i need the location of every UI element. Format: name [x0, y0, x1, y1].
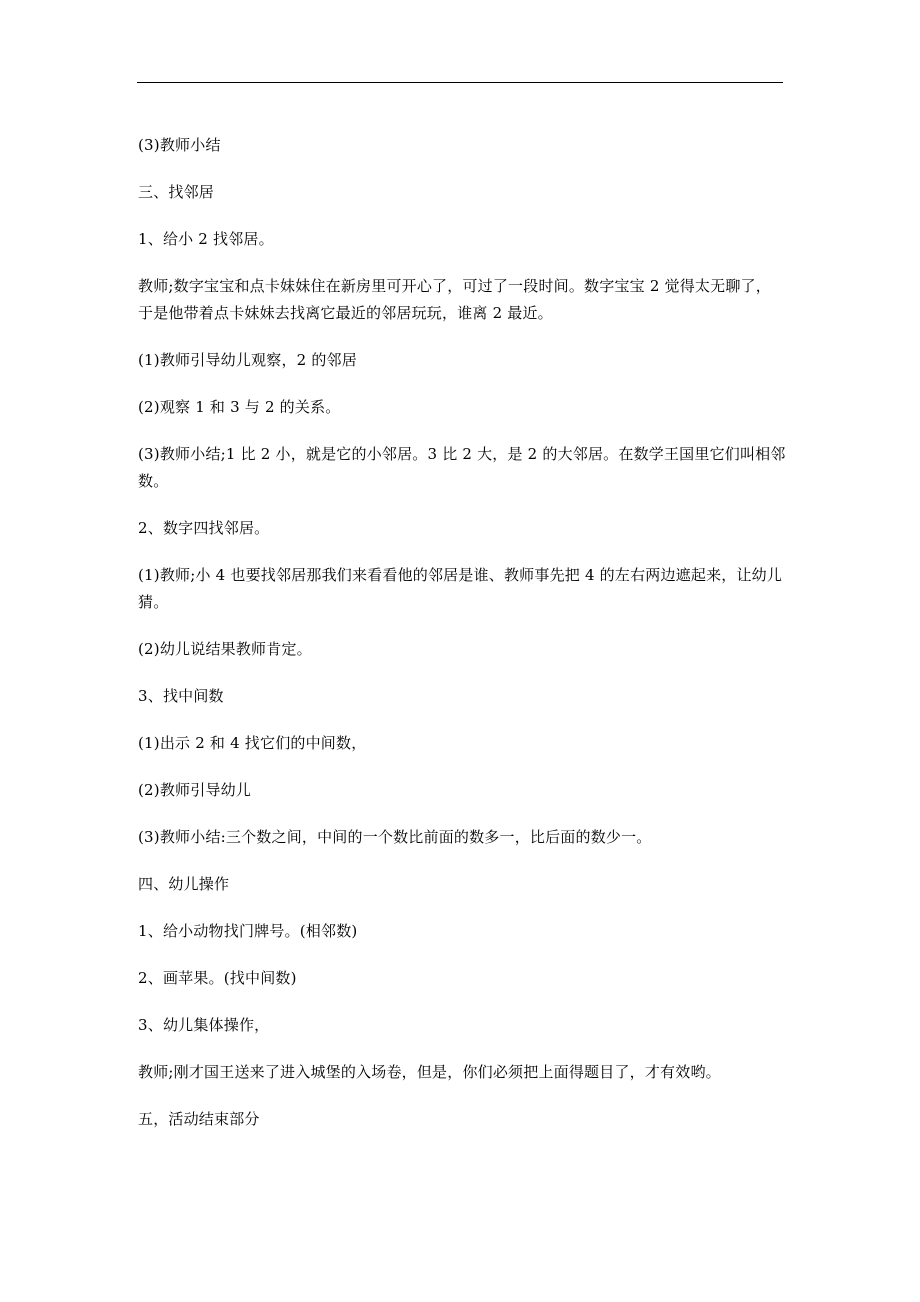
paragraph: 教师;刚才国王送来了进入城堡的入场卷，但是，你们必须把上面得题目了，才有效哟。: [138, 1063, 721, 1081]
paragraph: (1)教师引导幼儿观察，2 的邻居: [138, 351, 357, 369]
paragraph: 1、给小 2 找邻居。: [138, 230, 274, 248]
paragraph: 3、幼儿集体操作，: [138, 1016, 270, 1034]
header-rule: [137, 82, 783, 83]
section-heading: 五，活动结束部分: [138, 1110, 260, 1128]
paragraph: 2、数字四找邻居。: [138, 519, 270, 537]
section-heading: 三、找邻居: [138, 183, 215, 201]
paragraph: (1)教师;小 4 也要找邻居那我们来看看他的邻居是谁、教师事先把 4 的左右两边遮起来，让幼儿猜。: [138, 566, 783, 611]
paragraph: (3)教师小结: [138, 136, 221, 154]
paragraph: (3)教师小结:三个数之间，中间的一个数比前面的数多一，比后面的数少一。: [138, 828, 652, 846]
paragraph: (2)教师引导幼儿: [138, 781, 252, 799]
paragraph: 教师;数字宝宝和点卡妹妹住在新房里可开心了，可过了一段时间。数字宝宝 2 觉得太无聊了，于是他带着点卡妹妹去找离它最近的邻居玩玩，谁离 2 最近。: [138, 277, 771, 322]
section-heading: 四、幼儿操作: [138, 875, 230, 893]
paragraph: 3、找中间数: [138, 687, 224, 705]
paragraph: 1、给小动物找门牌号。(相邻数): [138, 922, 358, 940]
paragraph: (1)出示 2 和 4 找它们的中间数，: [138, 734, 367, 752]
document-body: [138, 132, 786, 1153]
paragraph: (2)观察 1 和 3 与 2 的关系。: [138, 398, 341, 416]
paragraph: 2、画苹果。(找中间数): [138, 969, 297, 987]
paragraph: (2)幼儿说结果教师肯定。: [138, 640, 312, 658]
paragraph: (3)教师小结;1 比 2 小，就是它的小邻居。3 比 2 大，是 2 的大邻居。在数学王国里它们叫相邻数。: [138, 445, 786, 490]
